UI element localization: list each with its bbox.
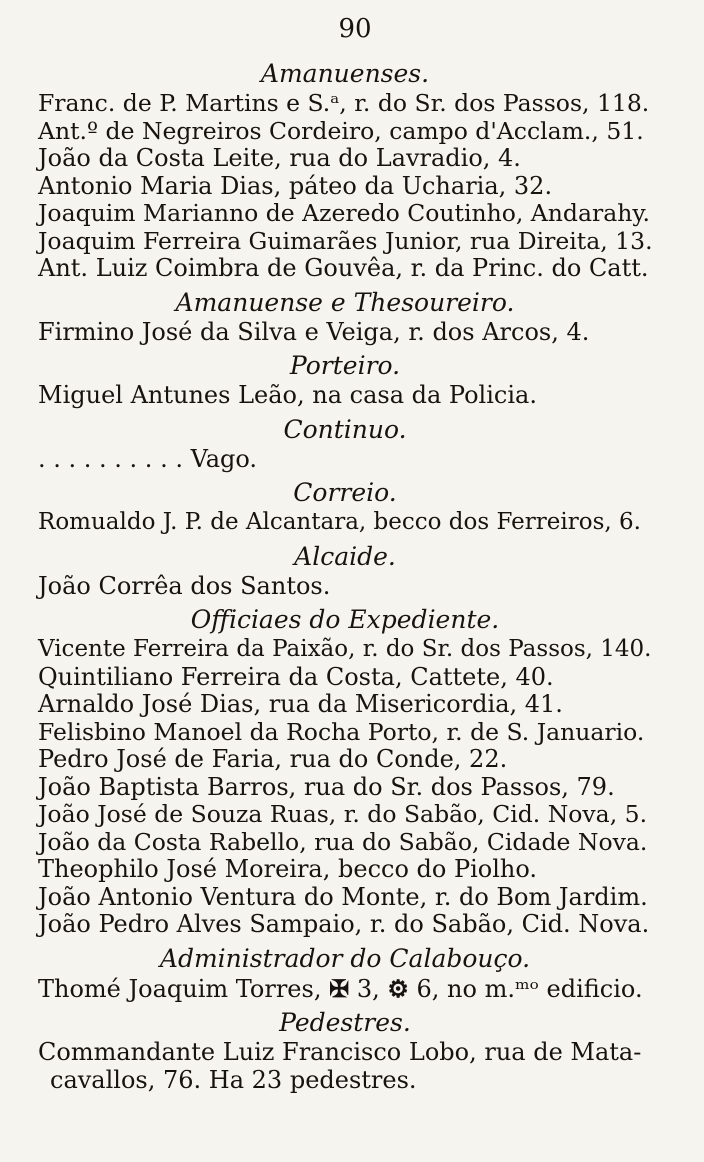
list-item: Commandante Luiz Francisco Lobo, rua de Mata-	[38, 1038, 642, 1066]
list-item-administrador	[38, 975, 652, 1004]
list-item-continuation: cavallos, 76. Ha 23 pedestres.	[50, 1065, 417, 1094]
cross-order-icon: ✠	[329, 973, 350, 1003]
section-heading-correio: Correio.	[293, 478, 397, 507]
list-item: Miguel Antunes Leão, na casa da Policia.	[38, 381, 537, 409]
list-item: Quintiliano Ferreira da Costa, Cattete, 40.	[38, 662, 554, 691]
list-item: Arnaldo José Dias, rua da Misericordia, 41.	[38, 690, 563, 718]
entry-text: Thomé Joaquim Torres,	[38, 974, 330, 1003]
list-item: João Pedro Alves Sampaio, r. do Sabão, Cid. Nova.	[38, 910, 650, 938]
list-item: . . . . . . . . . . Vago.	[38, 444, 258, 473]
list-item: Joaquim Marianno de Azeredo Coutinho, Andarahy.	[38, 199, 650, 227]
section-heading-amanuense-thesoureiro: Amanuense e Thesoureiro.	[175, 287, 515, 317]
section-heading-pedestres: Pedestres.	[279, 1008, 411, 1037]
section-heading-officiaes: Officiaes do Expediente.	[190, 605, 500, 634]
list-item: João Corrêa dos Santos.	[38, 571, 331, 600]
list-item: Romualdo J. P. de Alcantara, becco dos Ferreiros, 6.	[38, 509, 641, 535]
list-item: João Baptista Barros, rua do Sr. dos Passos, 79.	[38, 772, 615, 801]
list-item: Antonio Maria Dias, páteo da Ucharia, 32.	[38, 171, 553, 200]
section-heading-amanuenses: Amanuenses.	[260, 59, 430, 88]
list-item: Ant. Luiz Coimbra de Gouvêa, r. da Princ. do Catt.	[38, 254, 649, 282]
list-item: João José de Souza Ruas, r. do Sabão, Cid. Nova, 5.	[38, 800, 648, 828]
list-item: Pedro José de Faria, rua do Conde, 22.	[38, 745, 508, 773]
section-heading-porteiro: Porteiro.	[289, 351, 401, 380]
list-item: João da Costa Rabello, rua do Sabão, Cidade Nova.	[38, 827, 648, 856]
section-heading-alcaide: Alcaide.	[294, 541, 396, 571]
list-item: João Antonio Ventura do Monte, r. do Bom Jardim.	[38, 882, 648, 911]
list-item: Ant.º de Negreiros Cordeiro, campo d'Acclam., 51.	[38, 116, 644, 145]
entry-text: 6, no m.ᵐᵒ edificio.	[408, 974, 643, 1003]
entry-text: 3,	[349, 974, 388, 1003]
medal-order-icon: ⚙	[387, 973, 409, 1003]
list-item: Felisbino Manoel da Rocha Porto, r. de S. Januario.	[38, 717, 645, 746]
list-item: Firmino José da Silva e Veiga, r. dos Arcos, 4.	[38, 317, 590, 346]
list-item: Vicente Ferreira da Paixão, r. do Sr. dos Passos, 140.	[38, 636, 652, 662]
page-number: 90	[338, 14, 372, 44]
list-item: Joaquim Ferreira Guimarães Junior, rua Direita, 13.	[38, 226, 653, 255]
section-heading-administrador: Administrador do Calabouço.	[159, 943, 531, 973]
section-heading-continuo: Continuo.	[283, 414, 407, 444]
list-item: Franc. de P. Martins e S.ᵃ, r. do Sr. dos Passos, 118.	[38, 89, 650, 117]
list-item: Theophilo José Moreira, becco do Piolho.	[38, 855, 538, 883]
list-item: João da Costa Leite, rua do Lavradio, 4.	[38, 144, 521, 172]
